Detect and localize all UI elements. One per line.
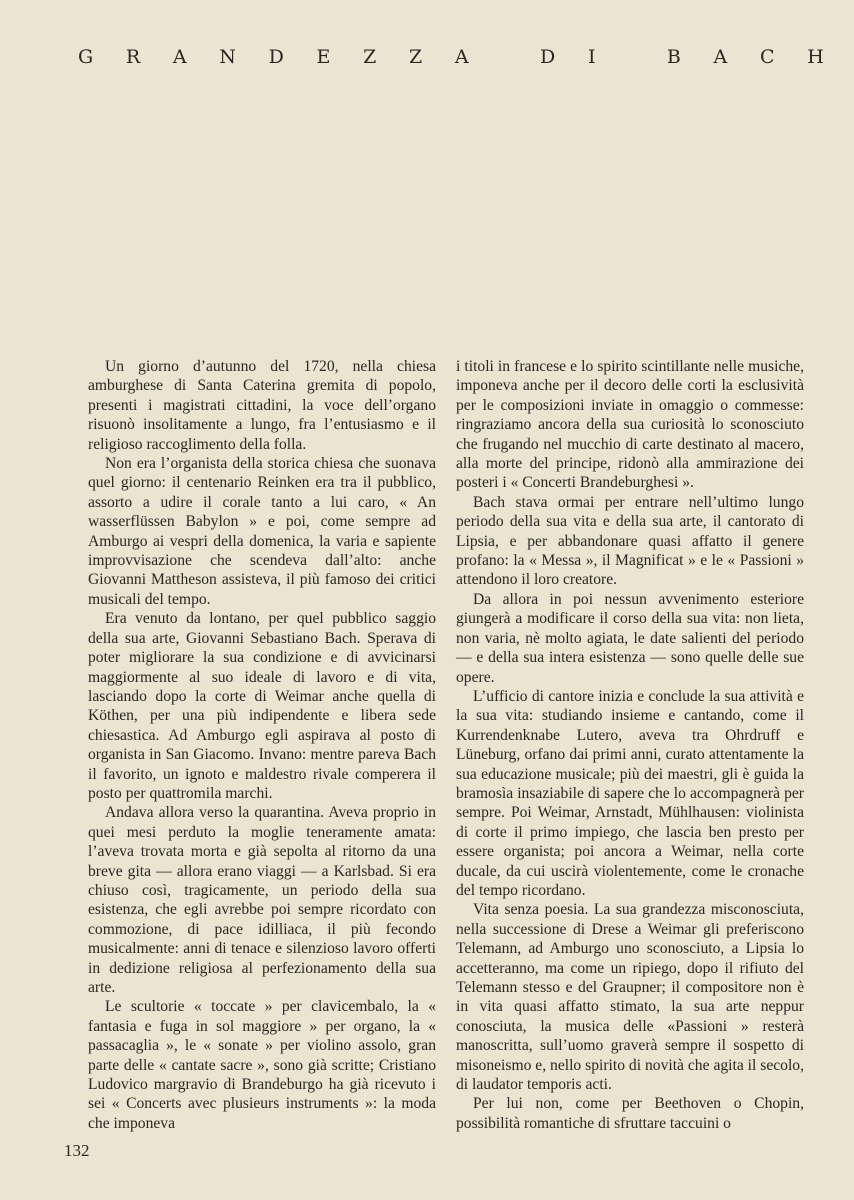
header-letter: B <box>666 46 681 68</box>
header-letter: G <box>78 46 94 68</box>
header-gap <box>501 46 507 68</box>
paragraph: i titoli in francese e lo spirito scintillante nelle musiche, imponeva anche per il decoro delle corti la esclusività per le composizioni inviate in omaggio o commesse: ringraziamo ancora della sua curiosità lo sconosciuto che frugando nel mucchio di carte destinato al macero, alla morte del principe, ridonò alla ammirazione dei posteri i « Concerti Brandeburghesi ». <box>456 358 804 492</box>
header-letter: R <box>125 46 141 68</box>
paragraph: Le scultorie « toccate » per clavicembalo, la « fantasia e fuga in sol maggiore » per organo, la « passacaglia », le « sonate » per violino assolo, gran parte delle « cantate sacre », sono già scritte; Cristiano Ludovico margravio di Brandeburgo ha già ricevuto i sei « Concerts avec plusieurs instruments »: la moda che imponeva <box>88 998 436 1132</box>
header-letter: Z <box>363 46 377 68</box>
header-letter: A <box>454 46 469 68</box>
paragraph: Per lui non, come per Beethoven o Chopin, possibilità romantiche di sfruttare taccuini o <box>456 1095 804 1132</box>
header-gap <box>628 46 634 68</box>
header-letter: Z <box>408 46 423 68</box>
header-letter: E <box>316 46 331 68</box>
header-letter: C <box>759 46 775 68</box>
paragraph: L’ufficio di cantore inizia e conclude la sua attività e la sua vita: studiando insieme e cantando, come il Kurrendenknabe Lutero, aveva tra Ohrdruff e Lüneburg, orfano dai primi anni, curato attentamente la sua educazione musicale; più dei maestri, gli è guida la bramosìa insaziabile di sapere che lo accompagnerà per sempre. Poi Weimar, Arnstadt, Mühlhausen: violinista di corte il primo impiego, che lascia ben presto per essere organista; poi ancora a Weimar, nella corte ducale, da cui uscirà violentemente, come le cronache del tempo ricordano. <box>456 687 804 899</box>
paragraph: Vita senza poesia. La sua grandezza misconosciuta, nella successione di Drese a Weimar gli preferiscono Telemann, ad Amburgo uno sconosciuto, a Lipsia lo accetteranno, ma come un ripiego, dopo il rifiuto del Telemann stesso e del Graupner; il compositore non è in vita quasi affatto stimato, la sua arte neppur conosciuta, la musica delle «Passioni » resterà manoscritta, sull’uomo graverà sempre il sospetto di misoneismo e, nello spirito di novità che agita il secolo, di laudator temporis acti. <box>456 901 804 1094</box>
running-header <box>78 46 824 68</box>
header-letter: H <box>807 46 824 68</box>
right-column <box>456 357 804 1133</box>
paragraph: Era venuto da lontano, per quel pubblico saggio della sua arte, Giovanni Sebastiano Bach. Sperava di poter migliorare la sua condizione e di avvicinarsi maggiormente al suo ideale di lavoro e di vita, lasciando dopo la corte di Weimar anche quella di Köthen, per una più indipendente e libera sede chiesastica. Ad Amburgo egli aspirava al posto di organista in San Giacomo. Invano: mentre pareva Bach il favorito, un ignoto e maldestro rivale comperera il posto per quattromila marchi. <box>88 610 436 802</box>
header-letter: N <box>219 46 236 68</box>
page-number: 132 <box>64 1141 90 1160</box>
paragraph: Da allora in poi nessun avvenimento esteriore giungerà a modificare il corso della sua vita: non lieta, non varia, nè molto agiata, le date salienti del periodo — e della sua intera esistenza — sono quelle delle sue opere. <box>456 590 804 686</box>
header-letter: A <box>172 46 187 68</box>
paragraph: Un giorno d’autunno del 1720, nella chiesa amburghese di Santa Caterina gremita di popolo, presenti i magistrati cittadini, la voce dell’organo risuonò insolitamente a lungo, fra l’entusiasmo e il religioso raccoglimento della folla. <box>88 358 436 453</box>
paragraph: Non era l’organista della storica chiesa che suonava quel giorno: il centenario Reinken era tra il pubblico, assorto a udire il corale tanto a lui caro, « An wasserflüssen Babylon » e poi, come sempre ad Amburgo ai vespri della domenica, la varia e sapiente improvvisazione che scendeva dall’alto: anche Giovanni Mattheson assisteva, il più famoso dei critici musicali del tempo. <box>88 455 436 608</box>
paragraph: Andava allora verso la quarantina. Aveva proprio in quei mesi perduto la moglie teneramente amata: l’aveva trovata morta e già sepolta al ritorno da una breve gita — allora erano viaggi — a Karlsbad. Si era chiuso così, tragicamente, un periodo della sua esistenza, che egli avrebbe poi sempre ricordato con commozione, di pace idilliaca, il più fecondo musicalmente: anni di tenace e silenzioso lavoro offerti in dedizione religiosa al perfezionamento della sua arte. <box>88 804 436 996</box>
left-column <box>88 357 436 1133</box>
paragraph: Bach stava ormai per entrare nell’ultimo lungo periodo della sua vita e della sua arte, il cantorato di Lipsia, e per abbandonare quasi affatto il genere profano: la « Messa », il Magnificat » e le « Passioni » attendono il loro creatore. <box>456 493 804 589</box>
header-letter: A <box>713 46 728 68</box>
header-letter: D <box>540 46 556 68</box>
header-letter: D <box>268 46 284 68</box>
header-letter: I <box>587 46 596 68</box>
